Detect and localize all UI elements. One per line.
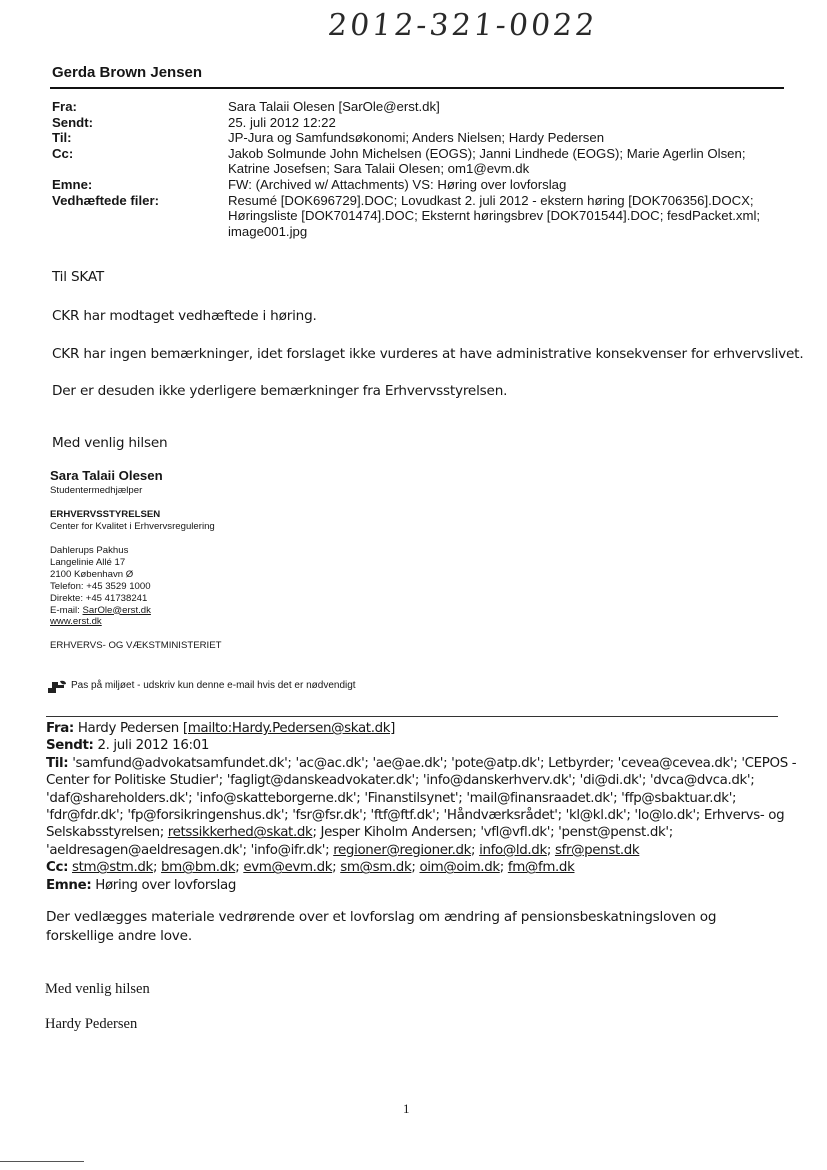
attachments-label: Vedhæftede filer: [52, 192, 159, 208]
greeting: Til SKAT [52, 269, 105, 285]
subject-label: Emne: [52, 176, 93, 192]
email-label: E-mail: [50, 604, 83, 616]
fwd-sender-name: Hardy Pedersen [45, 1016, 138, 1032]
attachments-value[interactable]: Resumé [DOK696729].DOC; Lovudkast 2. juli 2012 - ekstern høring [DOK706356].DOCX; Høringsliste [DOK701474].DOC; Eksternt høringsbrev [DOK701544].DOC; fesdPacket.xml; image001.jpg [228, 192, 761, 239]
environment-icon [46, 679, 68, 700]
phone: Telefon: +45 3529 1000 [50, 580, 151, 592]
sent-label: Sendt: [52, 114, 94, 130]
fwd-from-label: Fra: [46, 721, 74, 736]
forwarded-header: Fra: Hardy Pedersen [mailto:Hardy.Pedersen@skat.dk] Sendt: 2. juli 2012 16:01 Til: 'samfund@advokatsamfundet.dk'; 'ac@ac.dk'; 'ae@ae.dk'; 'pote@atp.dk'; Letbyrder; 'cevea@cevea.dk'; 'CEPOS - Center for Politiske Studier'; 'fagligt@danskeadvokater.dk'; 'info@danskerhverv.dk'; 'di@di.dk'; 'dvca@dvca.dk'; 'daf@shareholders.dk'; 'info@skatteborgerne.dk'; 'Finanstilsynet'; 'mail@finansraadet.dk'; 'ffp@sbaktuar.dk'; 'fdr@fdr.dk'; 'fp@forsikringenshus.dk'; 'fsr@fsr.dk'; 'ftf@ftf.dk'; 'Håndværksrådet'; 'kl@kl.dk'; 'lo@lo.dk'; Erhvervs- og Selskabsstyrelsen; retssikkerhed@skat.dk; Jesper Kiholm Andersen; 'vfl@vfl.dk'; 'penst@penst.dk'; 'aeldresagen@aeldresagen.dk'; 'info@ifr.dk'; regioner@regioner.dk; info@ld.dk; sfr@penst.dk Cc: stm@stm.dk; bm@bm.dk; evm@evm.dk; sm@sm.dk; oim@oim.dk; fm@fm.dk Emne: Høring over lovforslag [46, 721, 797, 893]
fwd-to-line: Center for Politiske Studier'; 'fagligt@danskeadvokater.dk'; 'info@danskerhverv.dk'; 'di@di.dk'; 'dvca@dvca.dk'; [46, 773, 755, 789]
direct-phone: Direkte: +45 41738241 [50, 592, 148, 604]
fwd-sent: 2. juli 2012 16:01 [97, 738, 209, 754]
signature-dept: Center for Kvalitet i Erhvervsregulering [50, 521, 215, 532]
fwd-to-line: 'daf@shareholders.dk'; 'info@skatteborgerne.dk'; 'Finanstilsynet'; 'mail@finansraadet.dk'; 'ffp@sbaktuar.dk'; [46, 790, 737, 806]
from-value: Sara Talaii Olesen [SarOle@erst.dk] [228, 99, 440, 114]
page-number: 1 [403, 1101, 410, 1116]
sent-value: 25. juli 2012 12:22 [228, 114, 336, 130]
email-link[interactable]: SarOle@erst.dk [82, 604, 151, 616]
body-paragraph-3: Der er desuden ikke yderligere bemærkninger fra Erhvervsstyrelsen. [52, 383, 508, 399]
signature-name: Sara Talaii Olesen [50, 468, 163, 483]
cc-value: Jakob Solmunde John Michelsen (EOGS); Janni Lindhede (EOGS); Marie Agerlin Olsen; Katrine Josefsen; Sara Talaii Olesen; om1@evm.dk [228, 145, 746, 177]
email-line [50, 605, 151, 617]
email-link[interactable]: sm@sm.dk [340, 860, 412, 876]
to-value: JP-Jura og Samfundsøkonomi; Anders Nielsen; Hardy Pedersen [228, 130, 605, 146]
fwd-to-line: Selskabsstyrelsen; retssikkerhed@skat.dk; Jesper Kiholm Andersen; 'vfl@vfl.dk'; 'penst@penst.dk'; [46, 825, 673, 841]
subject-value: FW: (Archived w/ Attachments) VS: Høring over lovforslag [228, 176, 567, 192]
fwd-body-paragraph: Der vedlægges materiale vedrørende over et lovforslag om ændring af pensionsbeskatningsloven og forskellige andre love. [46, 909, 717, 944]
from-label: Fra: [52, 99, 77, 114]
address-line-2: Langelinie Allé 17 [50, 556, 126, 568]
web-link[interactable]: www.erst.dk [50, 616, 102, 628]
email-link[interactable]: oim@oim.dk [419, 860, 500, 876]
ministry: ERHVERVS- OG VÆKSTMINISTERIET [50, 640, 222, 651]
address-line-1: Dahlerups Pakhus [50, 545, 129, 556]
email-link[interactable]: evm@evm.dk [243, 860, 333, 876]
environment-note: Pas på miljøet - udskriv kun denne e-mail hvis det er nødvendigt [71, 680, 356, 691]
body-paragraph-2: CKR har ingen bemærkninger, idet forslaget ikke vurderes at have administrative konsekvenser for erhvervslivet. [52, 346, 804, 362]
header-rule [50, 87, 784, 89]
email-link[interactable]: stm@stm.dk [72, 860, 153, 876]
case-number: 2012-321-0022 [326, 8, 600, 43]
signature-org: ERHVERVSSTYRELSEN [50, 509, 161, 520]
signature-address [50, 545, 151, 628]
email-link[interactable]: sfr@penst.dk [554, 842, 640, 858]
email-link[interactable]: retssikkerhed@skat.dk [167, 825, 313, 841]
email-link[interactable]: fm@fm.dk [507, 860, 575, 876]
footer-rule [0, 1161, 84, 1162]
email-link[interactable]: info@ld.dk [479, 842, 547, 858]
fwd-sent-label: Sendt: [46, 738, 94, 754]
body-paragraph-1: CKR har modtaget vedhæftede i høring. [52, 308, 317, 324]
fwd-to-line: 'aeldresagen@aeldresagen.dk'; 'info@ifr.dk'; regioner@regioner.dk; info@ld.dk; sfr@penst.dk [46, 842, 640, 858]
fwd-subject: Høring over lovforslag [95, 877, 237, 893]
address-line-3: 2100 København Ø [50, 568, 134, 580]
fwd-to-label: Til: [46, 755, 69, 771]
email-header [52, 99, 780, 239]
fwd-subject-label: Emne: [46, 877, 92, 893]
mailbox-owner: Gerda Brown Jensen [52, 64, 203, 81]
fwd-closing: Med venlig hilsen [45, 981, 150, 997]
closing: Med venlig hilsen [52, 435, 168, 451]
email-link[interactable]: bm@bm.dk [161, 860, 236, 876]
email-link[interactable]: regioner@regioner.dk [333, 842, 472, 858]
fwd-to-line: 'fdr@fdr.dk'; 'fp@forsikringenshus.dk'; 'fsr@fsr.dk'; 'ftf@ftf.dk'; 'Håndværksrådet'; 'kl@kl.dk'; 'lo@lo.dk'; Erhvervs- og [46, 808, 785, 824]
fwd-to-line: 'samfund@advokatsamfundet.dk'; 'ac@ac.dk'; 'ae@ae.dk'; 'pote@atp.dk'; Letbyrder; 'cevea@cevea.dk'; 'CEPOS - [72, 755, 797, 771]
to-label: Til: [52, 130, 72, 146]
fwd-from: Hardy Pedersen [77, 721, 179, 736]
fwd-cc-label: Cc: [46, 860, 69, 876]
signature-title: Studentermedhjælper [50, 485, 143, 496]
fwd-mailto-link[interactable]: [mailto:Hardy.Pedersen@skat.dk] [182, 721, 396, 736]
forward-divider [46, 716, 778, 717]
cc-label: Cc: [52, 145, 74, 161]
